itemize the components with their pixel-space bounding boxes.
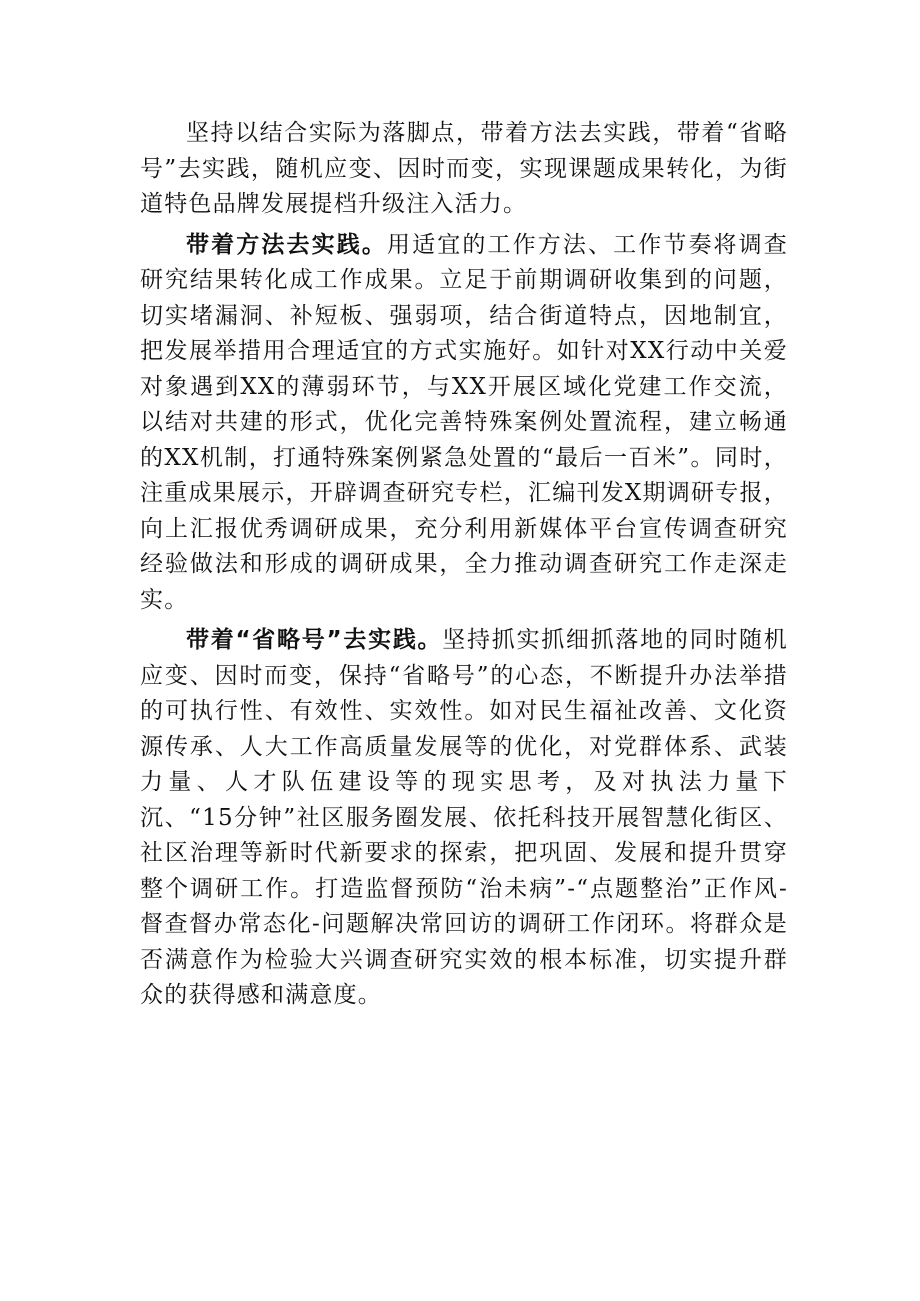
paragraph-intro: [140, 116, 788, 223]
paragraph-method-practice-heading: 带着方法去实践。: [186, 231, 387, 258]
paragraph-ellipsis-practice-heading: 带着“省略号”去实践。: [186, 627, 443, 653]
paragraph-method-practice: [140, 228, 788, 619]
document-body: [140, 116, 788, 1019]
paragraph-ellipsis-practice: [140, 623, 788, 1014]
paragraph-ellipsis-practice-text: 坚持抓实抓细抓落地的同时随机应变、因时而变，保持“省略号”的心态，不断提升办法举措的可执行性、有效性、实效性。如对民生福祉改善、文化资源传承、人大工作高质量发展等的优化，对党群体系、武装力量、人才队伍建设等的现实思考，及对执法力量下沉、“15分钟”社区服务圈发展、依托科技开展智慧化街区、社区治理等新时代新要求的探索，把巩固、发展和提升贯穿整个调研工作。打造监督预防“治未病”-“点题整治”正作风-督查督办常态化-问题解决常回访的调研工作闭环。将群众是否满意作为检验大兴调查研究实效的根本标准，切实提升群众的获得感和满意度。: [140, 627, 788, 1008]
paragraph-method-practice-text: 用适宜的工作方法、工作节奏将调查研究结果转化成工作成果。立足于前期调研收集到的问题，切实堵漏洞、补短板、强弱项，结合街道特点，因地制宜，把发展举措用合理适宜的方式实施好。如针对XX行动中关爱对象遇到XX的薄弱环节，与XX开展区域化党建工作交流，以结对共建的形式，优化完善特殊案例处置流程，建立畅通的XX机制，打通特殊案例紧急处置的“最后一百米”。同时，注重成果展示，开辟调查研究专栏，汇编刊发X期调研专报，向上汇报优秀调研成果，充分利用新媒体平台宣传调查研究经验做法和形成的调研成果，全力推动调查研究工作走深走实。: [140, 231, 789, 613]
paragraph-intro-text: 坚持以结合实际为落脚点，带着方法去实践，带着“省略号”去实践，随机应变、因时而变，实现课题成果转化，为街道特色品牌发展提档升级注入活力。: [140, 120, 788, 217]
